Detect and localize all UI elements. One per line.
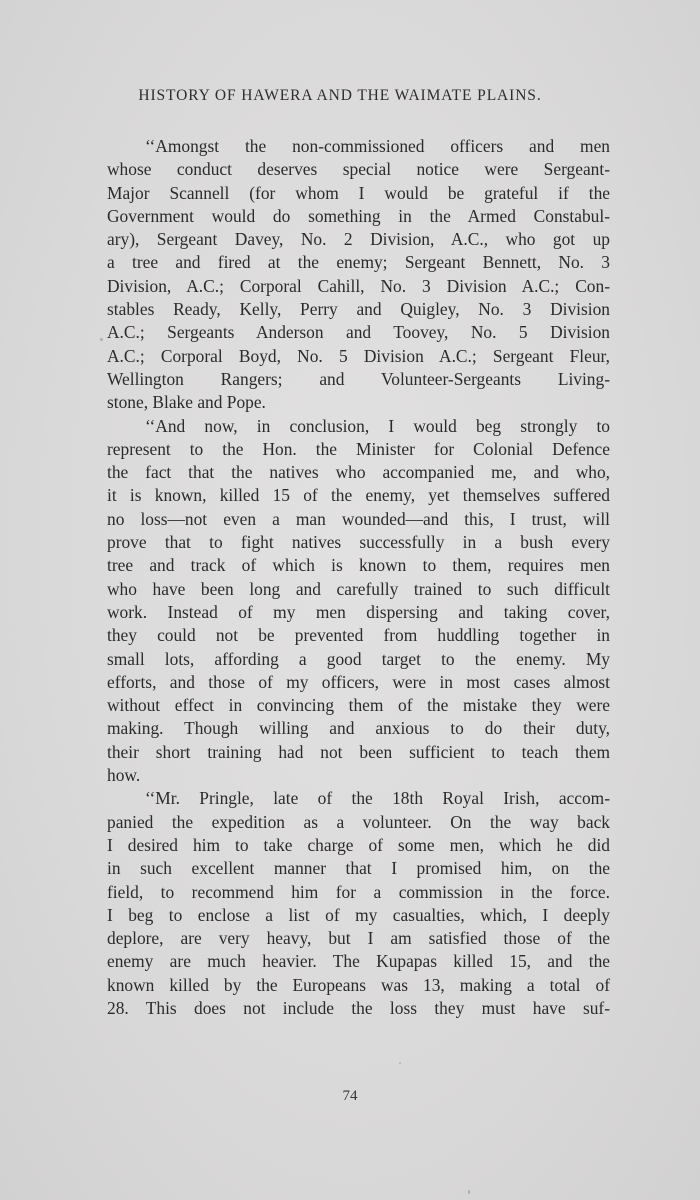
- paper-speck: [468, 1190, 470, 1194]
- text-line: the fact that the natives who accompanied me, and who,: [107, 462, 610, 483]
- text-line: they could not be prevented from huddling together in: [107, 625, 610, 646]
- text-line: Major Scannell (for whom I would be grateful if the: [107, 182, 610, 203]
- text-line: ‘‘Mr. Pringle, late of the 18th Royal Irish, accom-: [145, 788, 610, 809]
- text-line: stone, Blake and Pope.: [107, 392, 266, 413]
- text-line: Division, A.C.; Corporal Cahill, No. 3 Division A.C.; Con-: [107, 275, 610, 296]
- page-number: 74: [342, 1088, 358, 1104]
- text-line: work. Instead of my men dispersing and taking cover,: [107, 601, 610, 622]
- paper-speck: [399, 1062, 401, 1064]
- text-line: known killed by the Europeans was 13, making a total of: [107, 974, 610, 995]
- text-line: efforts, and those of my officers, were in most cases almost: [107, 671, 610, 692]
- text-line: in such excellent manner that I promised him, on the: [107, 858, 610, 879]
- text-line: their short training had not been sufficient to teach them: [107, 741, 610, 762]
- text-line: panied the expedition as a volunteer. On the way back: [107, 811, 610, 832]
- paper-speck: [100, 338, 103, 341]
- text-line: deplore, are very heavy, but I am satisfied those of the: [107, 928, 610, 949]
- text-line: A.C.; Sergeants Anderson and Toovey, No. 5 Division: [107, 322, 610, 343]
- text-line: enemy are much heavier. The Kupapas killed 15, and the: [107, 951, 610, 972]
- text-line: whose conduct deserves special notice were Sergeant-: [107, 159, 610, 180]
- body-text: [107, 135, 610, 1020]
- text-line: no loss—not even a man wounded—and this, I trust, will: [107, 508, 610, 529]
- text-line: tree and track of which is known to them, requires men: [107, 555, 610, 576]
- paragraph-3: [107, 787, 610, 1020]
- text-line: ‘‘Amongst the non-commissioned officers and men: [145, 136, 610, 156]
- text-line: represent to the Hon. the Minister for Colonial Defence: [107, 438, 610, 459]
- text-line: A.C.; Corporal Boyd, No. 5 Division A.C.; Sergeant Fleur,: [107, 345, 610, 366]
- paragraph-1: [107, 135, 610, 415]
- text-line: stables Ready, Kelly, Perry and Quigley, No. 3 Division: [107, 299, 610, 320]
- text-line: I beg to enclose a list of my casualties, which, I deeply: [107, 904, 610, 925]
- text-line: field, to recommend him for a commission in the force.: [107, 881, 610, 902]
- text-line: how.: [107, 765, 141, 786]
- text-line: I desired him to take charge of some men, which he did: [107, 834, 610, 855]
- text-line: Government would do something in the Armed Constabul-: [107, 205, 610, 226]
- text-line: making. Though willing and anxious to do their duty,: [107, 718, 610, 739]
- text-line: it is known, killed 15 of the enemy, yet themselves suffered: [107, 485, 610, 506]
- text-line: Wellington Rangers; and Volunteer-Sergeants Living-: [107, 368, 610, 389]
- text-line: who have been long and carefully trained to such difficult: [107, 578, 610, 599]
- text-line: small lots, affording a good target to the enemy. My: [107, 648, 610, 669]
- text-line: ary), Sergeant Davey, No. 2 Division, A.C., who got up: [107, 229, 610, 250]
- paragraph-2: [107, 415, 610, 788]
- running-header: HISTORY OF HAWERA AND THE WAIMATE PLAINS.: [138, 87, 542, 104]
- text-line: without effect in convincing them of the mistake they were: [107, 695, 610, 716]
- text-line: ‘‘And now, in conclusion, I would beg strongly to: [145, 415, 610, 436]
- text-line: a tree and fired at the enemy; Sergeant Bennett, No. 3: [107, 252, 610, 273]
- text-line: 28. This does not include the loss they must have suf-: [107, 997, 610, 1018]
- text-line: prove that to fight natives successfully in a bush every: [107, 532, 610, 553]
